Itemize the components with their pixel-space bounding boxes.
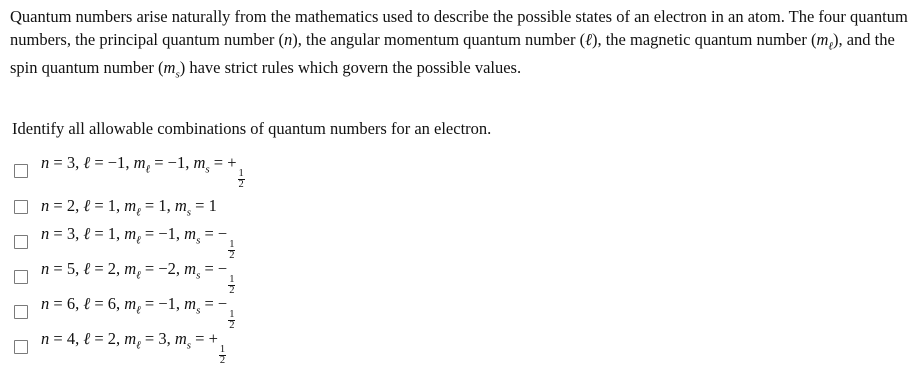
- option-equation: [41, 259, 235, 296]
- separator: ,: [116, 195, 125, 215]
- value-ms-sign: +: [208, 328, 218, 348]
- option-equation: [41, 329, 226, 366]
- value-ms-sign: −: [217, 223, 228, 243]
- value-ml: 3: [158, 328, 167, 348]
- equals: =: [140, 195, 159, 215]
- option-checkbox[interactable]: [14, 200, 28, 214]
- equals: =: [90, 328, 108, 348]
- option-equation: [41, 224, 235, 261]
- equals: =: [209, 152, 228, 172]
- inline-math-subscript: ℓ: [828, 39, 833, 52]
- option-checkbox[interactable]: [14, 164, 28, 178]
- equals: =: [140, 293, 159, 313]
- fraction-denominator: 2: [219, 354, 226, 366]
- option-checkbox[interactable]: [14, 235, 28, 249]
- fraction-numerator: 1: [238, 167, 244, 179]
- value-ml: 1: [158, 195, 167, 215]
- var-n: n: [41, 223, 50, 243]
- value-ml: −1: [158, 293, 176, 313]
- var-l: ℓ: [83, 152, 91, 172]
- var-n: n: [41, 293, 50, 313]
- value-l: 1: [107, 195, 116, 215]
- equals: =: [200, 223, 218, 243]
- var-ms: m: [184, 223, 197, 243]
- inline-math-symbol: n: [284, 29, 293, 49]
- question-prompt: Identify all allowable combinations of quantum numbers for an electron.: [12, 119, 492, 138]
- var-ms: m: [184, 258, 197, 278]
- equals: =: [90, 293, 108, 313]
- separator: ,: [125, 152, 134, 172]
- fraction-numerator: 1: [229, 308, 235, 320]
- subscript-l: ℓ: [136, 303, 141, 316]
- fraction-denominator: 2: [229, 319, 235, 331]
- separator: ,: [116, 258, 125, 278]
- value-l: 1: [107, 223, 116, 243]
- intro-paragraph: [10, 6, 910, 86]
- var-n: n: [41, 195, 50, 215]
- equals: =: [200, 293, 218, 313]
- separator: ,: [75, 293, 84, 313]
- separator: ,: [75, 328, 84, 348]
- value-ms-fraction: [219, 345, 226, 366]
- var-ms: m: [174, 195, 187, 215]
- inline-math-symbol: ℓ: [585, 29, 592, 49]
- value-ms: 1: [208, 195, 217, 215]
- value-n: 3: [66, 223, 76, 243]
- equals: =: [191, 328, 209, 348]
- var-l: ℓ: [83, 328, 91, 348]
- intro-text: ) have strict rules which govern the possible values.: [179, 58, 522, 78]
- inline-math-symbol: m: [163, 58, 176, 78]
- inline-math-subscript: s: [175, 68, 180, 81]
- value-ms-fraction: [228, 275, 235, 296]
- var-n: n: [41, 258, 50, 278]
- answer-option[interactable]: [14, 223, 235, 261]
- answer-option[interactable]: [14, 152, 245, 190]
- value-l: 2: [107, 328, 116, 348]
- value-n: 6: [66, 293, 76, 313]
- subscript-l: ℓ: [136, 338, 141, 351]
- option-equation: [41, 294, 235, 331]
- equals: =: [49, 258, 67, 278]
- answer-option[interactable]: [14, 328, 226, 366]
- value-ms-fraction: [228, 310, 235, 331]
- separator: ,: [75, 152, 84, 172]
- subscript-s: s: [196, 233, 201, 246]
- equals: =: [140, 223, 159, 243]
- equals: =: [90, 223, 108, 243]
- var-ml: m: [133, 152, 146, 172]
- intro-text: ), and the spin quantum number (: [10, 29, 895, 78]
- subscript-s: s: [205, 162, 210, 175]
- separator: ,: [175, 258, 185, 278]
- value-l: −1: [107, 152, 126, 172]
- answer-option[interactable]: [14, 258, 235, 296]
- subscript-s: s: [196, 303, 201, 316]
- fraction-numerator: 1: [229, 273, 235, 285]
- fraction-denominator: 2: [229, 249, 235, 261]
- value-ms-fraction: [228, 240, 235, 261]
- value-l: 2: [107, 258, 116, 278]
- var-ml: m: [124, 223, 137, 243]
- var-ml: m: [124, 195, 137, 215]
- option-checkbox[interactable]: [14, 340, 28, 354]
- separator: ,: [116, 293, 125, 313]
- intro-text: ), the angular momentum quantum number (: [292, 29, 586, 49]
- value-n: 3: [66, 152, 76, 172]
- separator: ,: [75, 258, 84, 278]
- var-l: ℓ: [83, 223, 91, 243]
- var-l: ℓ: [83, 258, 91, 278]
- fraction-numerator: 1: [219, 343, 226, 355]
- var-ml: m: [124, 328, 137, 348]
- var-l: ℓ: [83, 195, 91, 215]
- option-equation: [41, 196, 217, 218]
- fraction-denominator: 2: [229, 284, 235, 296]
- separator: ,: [116, 223, 125, 243]
- equals: =: [191, 195, 209, 215]
- value-ms-sign: +: [227, 152, 237, 172]
- separator: ,: [166, 195, 175, 215]
- equals: =: [200, 258, 218, 278]
- option-checkbox[interactable]: [14, 305, 28, 319]
- value-ms-sign: −: [217, 293, 228, 313]
- separator: ,: [185, 152, 194, 172]
- var-ms: m: [174, 328, 187, 348]
- intro-text: ), the magnetic quantum number (: [591, 29, 817, 49]
- equals: =: [49, 152, 67, 172]
- equals: =: [49, 293, 67, 313]
- separator: ,: [116, 328, 125, 348]
- subscript-l: ℓ: [136, 268, 141, 281]
- value-ms-sign: −: [217, 258, 228, 278]
- option-equation: [41, 153, 245, 190]
- var-ms: m: [193, 152, 206, 172]
- value-n: 2: [66, 195, 76, 215]
- inline-math-symbol: m: [816, 29, 829, 49]
- value-ml: −2: [158, 258, 176, 278]
- var-n: n: [41, 152, 50, 172]
- equals: =: [140, 258, 159, 278]
- equals: =: [150, 152, 168, 172]
- value-n: 5: [66, 258, 76, 278]
- equals: =: [90, 195, 108, 215]
- subscript-l: ℓ: [136, 233, 141, 246]
- separator: ,: [75, 195, 84, 215]
- equals: =: [90, 258, 108, 278]
- intro-text: Quantum numbers arise naturally from the mathematics used to describe the possible states of an electron in an atom. The four quantum numbers, the principal quantum number (: [10, 7, 908, 49]
- subscript-s: s: [186, 206, 192, 219]
- answer-option[interactable]: [14, 293, 235, 331]
- var-ml: m: [124, 293, 137, 313]
- subscript-l: ℓ: [136, 206, 141, 219]
- subscript-l: ℓ: [145, 162, 151, 175]
- var-ms: m: [184, 293, 197, 313]
- value-ms-fraction: [238, 169, 245, 190]
- equals: =: [140, 328, 159, 348]
- value-ml: −1: [167, 152, 186, 172]
- value-l: 6: [107, 293, 116, 313]
- value-ml: −1: [158, 223, 176, 243]
- equals: =: [49, 223, 67, 243]
- var-n: n: [41, 328, 50, 348]
- equals: =: [49, 328, 67, 348]
- equals: =: [49, 195, 67, 215]
- option-checkbox[interactable]: [14, 270, 28, 284]
- fraction-numerator: 1: [229, 238, 235, 250]
- separator: ,: [175, 293, 185, 313]
- var-l: ℓ: [83, 293, 91, 313]
- subscript-s: s: [196, 268, 201, 281]
- separator: ,: [175, 223, 185, 243]
- answer-option[interactable]: [14, 196, 217, 218]
- separator: ,: [75, 223, 84, 243]
- var-ml: m: [124, 258, 137, 278]
- value-n: 4: [66, 328, 76, 348]
- fraction-denominator: 2: [238, 178, 244, 190]
- separator: ,: [166, 328, 175, 348]
- subscript-s: s: [186, 338, 192, 351]
- equals: =: [90, 152, 108, 172]
